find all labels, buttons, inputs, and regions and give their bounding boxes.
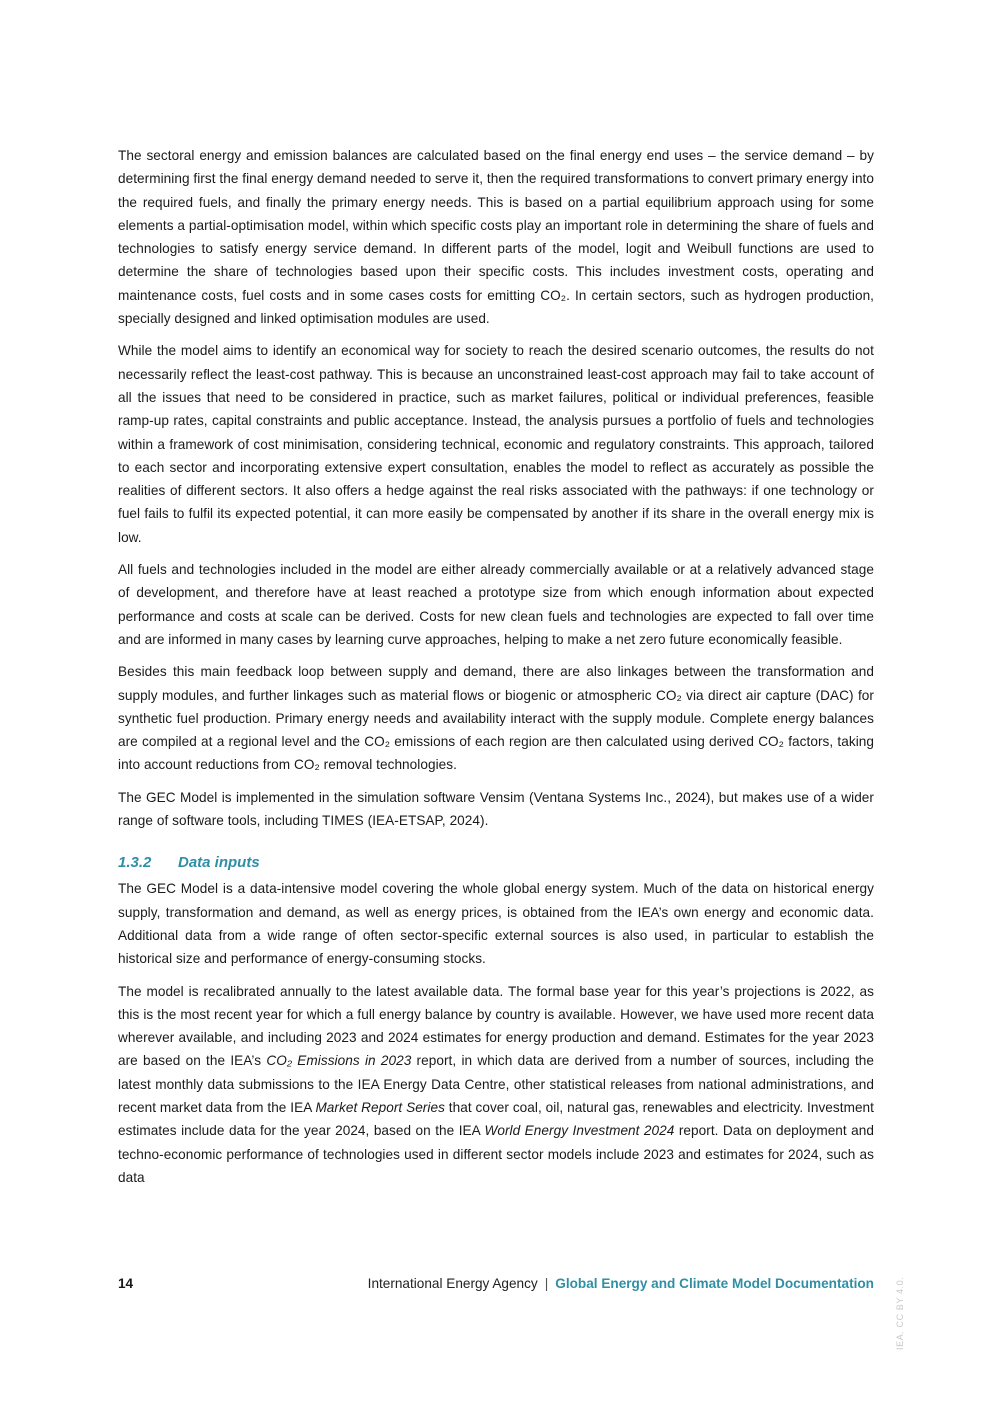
- paragraph-recalibration: [118, 980, 874, 1190]
- recalibration-text-2: report, in which data are derived from a number of sources, including the latest monthly data submissions to the IEA Energy Data Centre, other statistical releases from national administrations, and recent market data from the IEA: [118, 1053, 875, 1115]
- page-number: 14: [118, 1276, 134, 1291]
- section-title: Data inputs: [178, 854, 260, 872]
- paragraph-least-cost: While the model aims to identify an economical way for society to reach the desired scenario outcomes, the results do not necessarily reflect the least-cost pathway. This is because an unconstrained least-cost approach may fail to take account of all the issues that need to be considered in practice, such as market failures, political or individual preferences, feasible ramp-up rates, capital constraints and public acceptance. Instead, the analysis pursues a portfolio of fuels and technologies within a framework of cost minimisation, considering technical, economic and regulatory constraints. This approach, tailored to each sector and incorporating extensive expert consultation, enables the model to reflect as accurately as possible the realities of different sectors. It also offers a hedge against the real risks associated with the pathways: if one technology or fuel fails to fulfil its expected potential, it can more easily be compensated by another if its share in the overall energy mix is low.: [118, 343, 874, 545]
- recalibration-text-3: that cover coal, oil, natural gas, renewables and electricity. Investment estimates include data for the year 2024, based on the IEA: [118, 1099, 874, 1139]
- footer-doc-title: Global Energy and Climate Model Documentation: [555, 1276, 874, 1291]
- section-number: 1.3.2: [118, 854, 152, 872]
- footer-agency: International Energy Agency: [367, 1276, 538, 1291]
- paragraph-energy-balances: The sectoral energy and emission balances are calculated based on the final energy end uses – the service demand – by determining first the final energy demand needed to serve it, then the required transformations to convert primary energy into the required fuels, and finally the primary energy needs. This is based on a partial equilibrium approach using for some elements a partial-optimisation model, within which specific costs play an important role in determining the share of fuels and technologies to satisfy energy service demand. In different parts of the model, logit and Weibull functions are used to determine the share of technologies based upon their specific costs. This includes investment costs, operating and maintenance costs, fuel costs and in some cases costs for emitting CO₂. In certain sectors, such as hydrogen production, specially designed and linked optimisation modules are used.: [118, 148, 874, 327]
- section-heading: [118, 854, 874, 871]
- footer-right: [368, 1276, 874, 1291]
- page-footer: [118, 1276, 874, 1296]
- footer-separator: |: [544, 1276, 549, 1291]
- license-notice: IEA. CC BY 4.0.: [895, 1276, 905, 1350]
- paragraph-feedback-loop: Besides this main feedback loop between supply and demand, there are also linkages between the transformation and supply modules, and further linkages such as material flows or biogenic or atmospheric CO₂ via direct air capture (DAC) for synthetic fuel production. Primary energy needs and availability interact with the supply module. Complete energy balances are compiled at a regional level and the CO₂ emissions of each region are then calculated using derived CO₂ factors, taking into account reductions from CO₂ removal technologies.: [118, 664, 874, 773]
- recalibration-text-4: report. Data on deployment and techno-economic performance of technologies used in different sector models include 2023 and estimates for 2024, such as data: [118, 1123, 875, 1185]
- recalibration-text-1: The model is recalibrated annually to the latest available data. The formal base year for this year’s projections is 2022, as this is the most recent year for which a full energy balance by country is available. However, we have used more recent data wherever available, and including 2023 and 2024 estimates for energy production and demand. Estimates for the year 2023 are based on the IEA’s: [118, 983, 874, 1069]
- paragraph-technologies: All fuels and technologies included in the model are either already commercially available or at a relatively advanced stage of development, and therefore have at least reached a prototype size from which enough information about expected performance and costs at scale can be derived. Costs for new clean fuels and technologies are expected to fall over time and are informed in many cases by learning curve approaches, helping to make a net zero future economically feasible.: [118, 562, 874, 647]
- paragraph-software: The GEC Model is implemented in the simulation software Vensim (Ventana Systems Inc., 2024), but makes use of a wider range of software tools, including TIMES (IEA-ETSAP, 2024).: [118, 789, 874, 829]
- report-title-market: Market Report Series: [315, 1099, 445, 1115]
- paragraph-data-intensive: The GEC Model is a data-intensive model covering the whole global energy system. Much of the data on historical energy supply, transformation and demand, as well as energy prices, is obtained from the IEA’s own energy and economic data. Additional data from a wide range of often sector-specific external sources is also used, in particular to establish the historical size and performance of energy-consuming stocks.: [118, 881, 874, 967]
- report-title-co2: CO₂ Emissions in 2023: [266, 1053, 412, 1069]
- report-title-investment: World Energy Investment 2024: [484, 1123, 675, 1139]
- page-content: [118, 144, 874, 1198]
